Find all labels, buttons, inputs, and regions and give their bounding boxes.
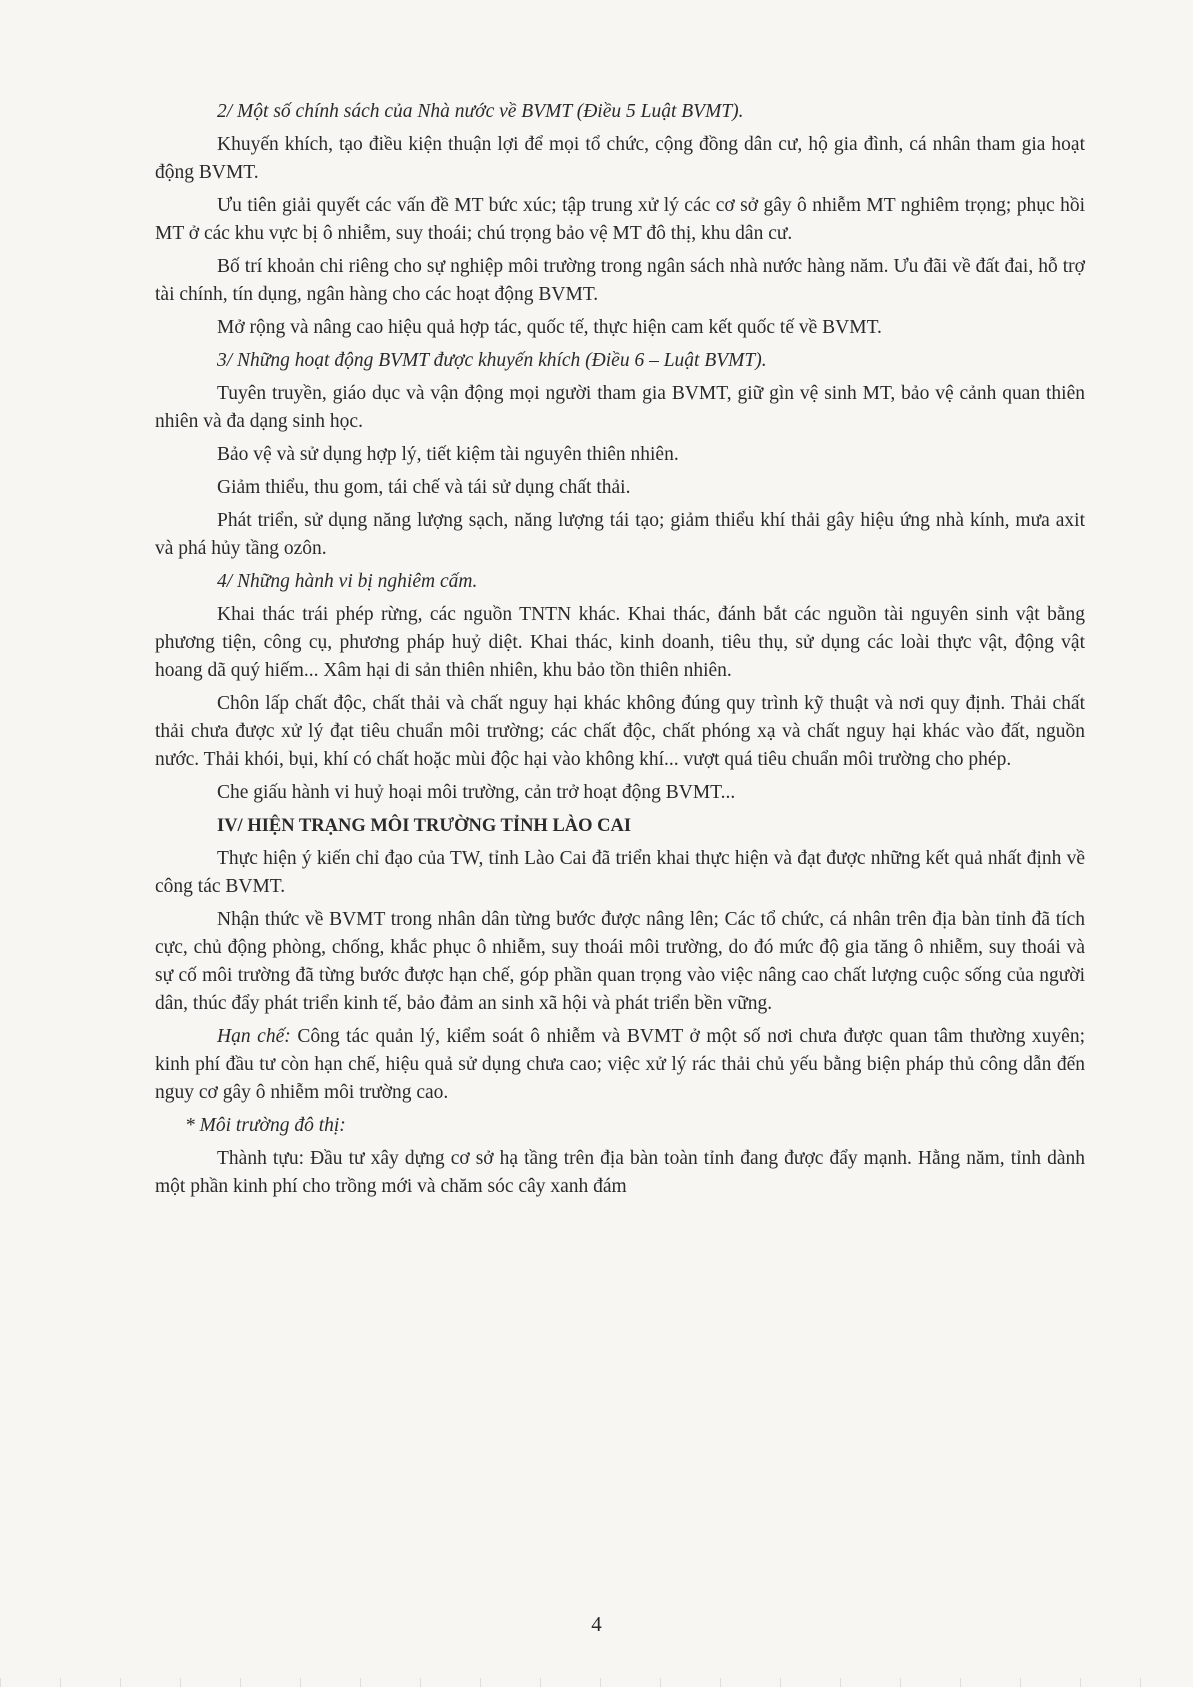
scan-edge-artifact xyxy=(0,1678,1193,1687)
subsection-heading-urban-environment: * Môi trường đô thị: xyxy=(185,1115,346,1136)
paragraph: Phát triển, sử dụng năng lượng sạch, năng lượng tái tạo; giảm thiểu khí thải gây hiệu ứng nhà kính, mưa axit và phá hủy tầng ozôn. xyxy=(155,510,1085,559)
paragraph: Nhận thức về BVMT trong nhân dân từng bước được nâng lên; Các tổ chức, cá nhân trên địa bàn tỉnh đã tích cực, chủ động phòng, chống, khắc phục ô nhiễm, suy thoái môi trường, do đó mức độ gia tăng ô nhiễm, suy thoái và sự cố môi trường đã từng bước được hạn chế, góp phần quan trọng vào việc nâng cao chất lượng cuộc sống của người dân, thúc đẩy phát triển kinh tế, bảo đảm an sinh xã hội và phát triển bền vững. xyxy=(155,909,1085,1014)
section-heading-prohibited-acts: 4/ Những hành vi bị nghiêm cấm. xyxy=(217,571,478,592)
paragraph: Thành tựu: Đầu tư xây dựng cơ sở hạ tầng trên địa bàn toàn tỉnh đang được đẩy mạnh. Hằng năm, tỉnh dành một phần kinh phí cho trồng mới và chăm sóc cây xanh đám xyxy=(155,1148,1085,1197)
paragraph: Thực hiện ý kiến chỉ đạo của TW, tỉnh Lào Cai đã triển khai thực hiện và đạt được những kết quả nhất định về công tác BVMT. xyxy=(155,848,1085,897)
paragraph: Khuyến khích, tạo điều kiện thuận lợi để mọi tổ chức, cộng đồng dân cư, hộ gia đình, cá nhân tham gia hoạt động BVMT. xyxy=(155,134,1085,183)
paragraph: Tuyên truyền, giáo dục và vận động mọi người tham gia BVMT, giữ gìn vệ sinh MT, bảo vệ cảnh quan thiên nhiên và đa dạng sinh học. xyxy=(155,383,1085,432)
paragraph: Ưu tiên giải quyết các vấn đề MT bức xúc; tập trung xử lý các cơ sở gây ô nhiễm MT nghiêm trọng; phục hồi MT ở các khu vực bị ô nhiễm, suy thoái; chú trọng bảo vệ MT đô thị, khu dân cư. xyxy=(155,195,1085,244)
paragraph: Giảm thiểu, thu gom, tái chế và tái sử dụng chất thải. xyxy=(217,477,631,498)
paragraph: Che giấu hành vi huỷ hoại môi trường, cản trở hoạt động BVMT... xyxy=(217,782,736,803)
paragraph: Mở rộng và nâng cao hiệu quả hợp tác, quốc tế, thực hiện cam kết quốc tế về BVMT. xyxy=(217,317,882,338)
document-body xyxy=(155,98,1085,1206)
section-heading-encouraged-activities: 3/ Những hoạt động BVMT được khuyến khích (Điều 6 – Luật BVMT). xyxy=(217,350,767,371)
paragraph: Khai thác trái phép rừng, các nguồn TNTN khác. Khai thác, đánh bắt các nguồn tài nguyên sinh vật bằng phương tiện, công cụ, phương pháp huỷ diệt. Khai thác, kinh doanh, tiêu thụ, sử dụng các loài thực vật, động vật hoang dã quý hiếm... Xâm hại di sản thiên nhiên, khu bảo tồn thiên nhiên. xyxy=(155,604,1085,681)
section-heading-policies: 2/ Một số chính sách của Nhà nước về BVMT (Điều 5 Luật BVMT). xyxy=(217,101,744,122)
paragraph: Chôn lấp chất độc, chất thải và chất nguy hại khác không đúng quy trình kỹ thuật và nơi quy định. Thải chất thải chưa được xử lý đạt tiêu chuẩn môi trường; các chất độc, chất phóng xạ và chất nguy hại khác vào đất, nguồn nước. Thải khói, bụi, khí có chất hoặc mùi độc hại vào không khí... vượt quá tiêu chuẩn môi trường cho phép. xyxy=(155,693,1085,770)
paragraph: Bố trí khoản chi riêng cho sự nghiệp môi trường trong ngân sách nhà nước hàng năm. Ưu đãi về đất đai, hỗ trợ tài chính, tín dụng, ngân hàng cho các hoạt động BVMT. xyxy=(155,256,1085,305)
page-number: 4 xyxy=(591,1612,602,1636)
paragraph: Bảo vệ và sử dụng hợp lý, tiết kiệm tài nguyên thiên nhiên. xyxy=(217,444,679,465)
limitations-lead: Hạn chế: xyxy=(217,1026,291,1047)
paragraph-limitations xyxy=(155,1023,1085,1107)
limitations-text: Công tác quản lý, kiểm soát ô nhiễm và BVMT ở một số nơi chưa được quan tâm thường xuyên; kinh phí đầu tư còn hạn chế, hiệu quả sử dụng chưa cao; việc xử lý rác thải chủ yếu bằng biện pháp thủ công dẫn đến nguy cơ gây ô nhiễm môi trường cao. xyxy=(155,1026,1085,1103)
section-heading-environment-status: IV/ HIỆN TRẠNG MÔI TRƯỜNG TỈNH LÀO CAI xyxy=(217,816,632,836)
